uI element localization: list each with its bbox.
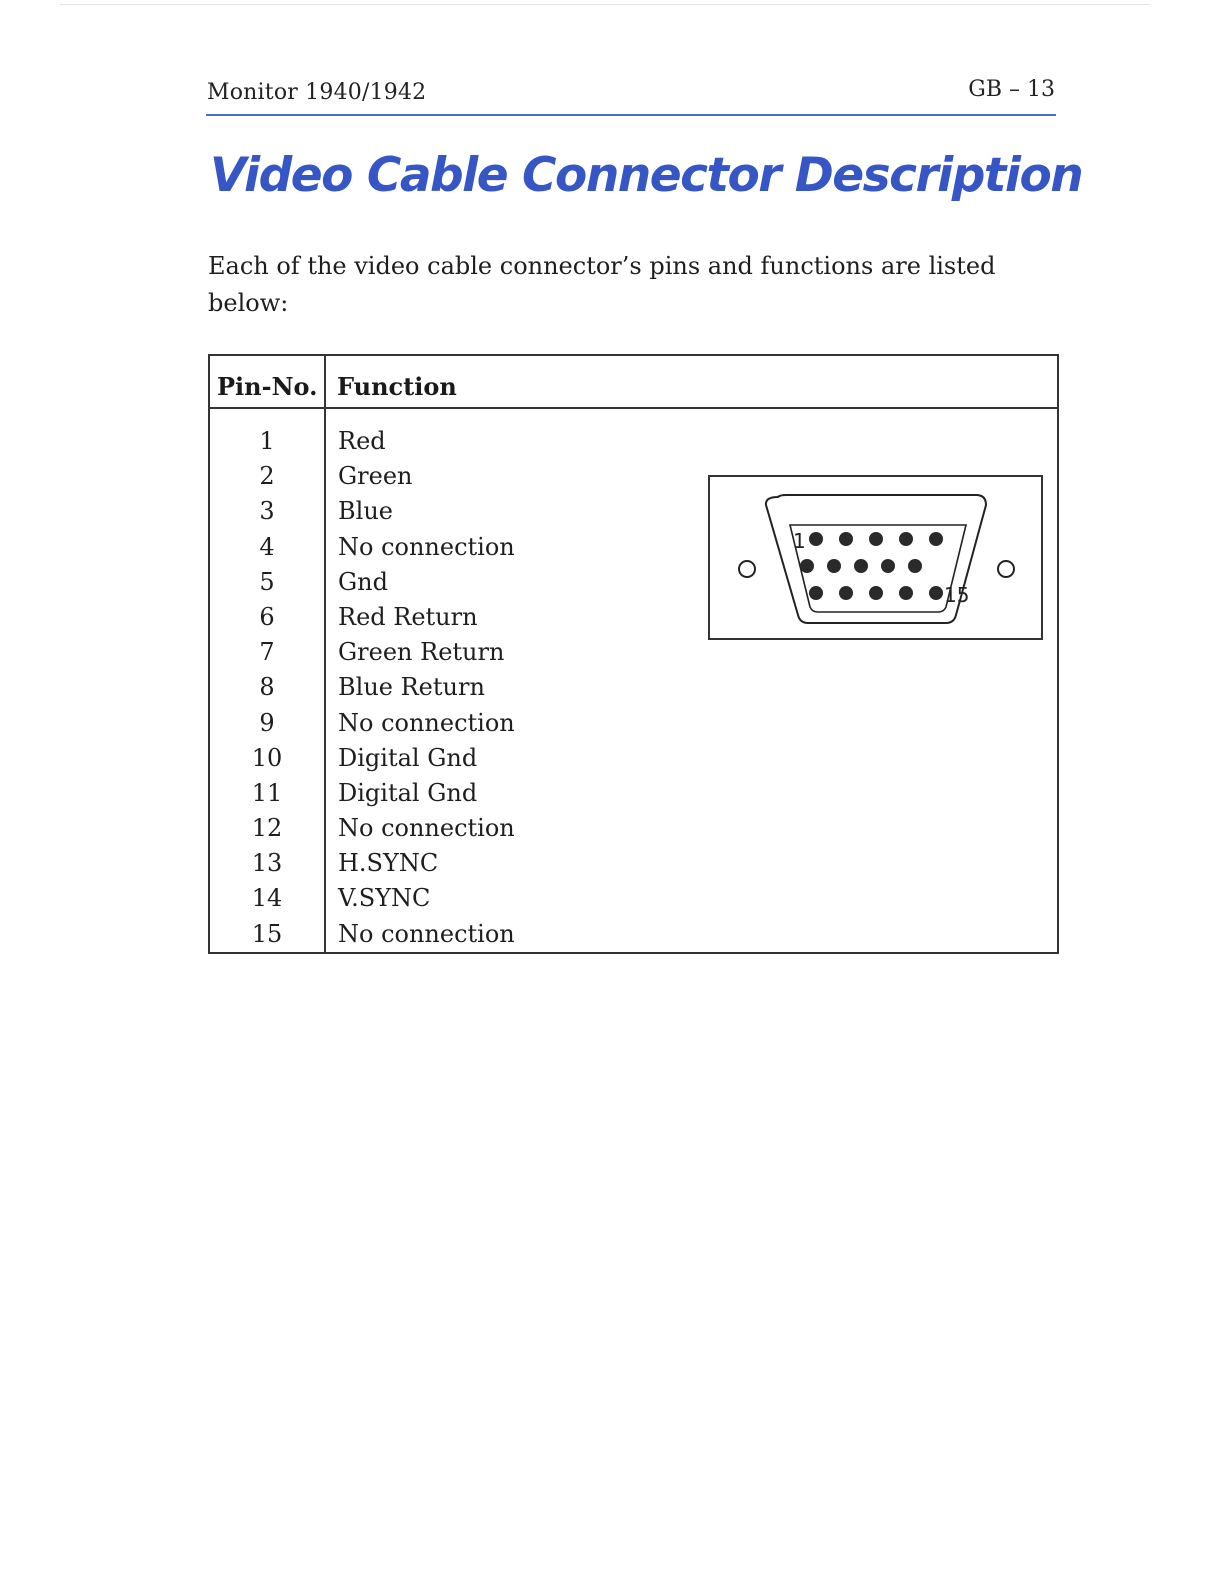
table-row xyxy=(210,741,1057,776)
connector-pin-14 xyxy=(899,586,913,600)
table-row xyxy=(210,846,1057,881)
intro-paragraph: Each of the video cable connector’s pins and functions are listed below: xyxy=(208,252,996,317)
header-rule xyxy=(206,114,1056,116)
table-row xyxy=(210,424,1057,459)
connector-pin-6 xyxy=(800,559,814,573)
pin-function: Digital Gnd xyxy=(338,743,478,772)
pin-function: H.SYNC xyxy=(338,849,439,878)
pin-number: 14 xyxy=(251,884,283,913)
pin-function: Gnd xyxy=(338,567,388,596)
table-row xyxy=(210,811,1057,846)
pin-table xyxy=(208,354,1059,954)
pin-number: 5 xyxy=(259,567,275,596)
column-header-pin-no: Pin-No. xyxy=(217,372,318,401)
table-row xyxy=(210,881,1057,916)
pin-number: 9 xyxy=(259,708,275,737)
pin-number: 4 xyxy=(259,532,275,561)
table-header-row xyxy=(210,356,1057,409)
page-top-edge xyxy=(60,4,1150,5)
page-number: GB – 13 xyxy=(968,77,1055,102)
connector-pin-15 xyxy=(929,586,943,600)
table-row xyxy=(210,635,1057,670)
pin-number: 8 xyxy=(259,673,275,702)
pin-function: Red xyxy=(338,427,386,455)
pin-label-first: 1 xyxy=(793,529,806,553)
pin-number: 12 xyxy=(251,814,283,843)
vga-connector-diagram xyxy=(708,475,1043,640)
running-header-title: Monitor 1940/1942 xyxy=(207,80,427,105)
column-header-function: Function xyxy=(337,372,457,401)
pin-number: 3 xyxy=(259,497,275,526)
pin-number: 15 xyxy=(251,919,283,948)
pin-label-last: 15 xyxy=(944,583,970,607)
connector-pin-9 xyxy=(881,559,895,573)
mounting-hole-right xyxy=(998,561,1014,577)
pin-function: Red Return xyxy=(338,602,478,631)
pin-function: Green Return xyxy=(338,638,505,667)
mounting-hole-left xyxy=(739,561,755,577)
table-row xyxy=(210,670,1057,705)
pin-number: 11 xyxy=(251,778,283,807)
connector-pin-8 xyxy=(854,559,868,573)
pin-function: Digital Gnd xyxy=(338,778,478,807)
pin-function: No connection xyxy=(338,919,515,948)
table-row xyxy=(210,776,1057,811)
diagram-frame xyxy=(709,476,1042,639)
pin-grid xyxy=(800,532,943,600)
pin-function: No connection xyxy=(338,708,515,737)
pin-function: Blue xyxy=(338,497,393,526)
connector-pin-3 xyxy=(869,532,883,546)
connector-pin-12 xyxy=(839,586,853,600)
pin-function: No connection xyxy=(338,814,515,843)
table-row xyxy=(210,706,1057,741)
connector-pin-7 xyxy=(827,559,841,573)
pin-function: Green xyxy=(338,462,413,491)
pin-number: 1 xyxy=(259,427,275,455)
connector-pin-10 xyxy=(908,559,922,573)
connector-pin-11 xyxy=(809,586,823,600)
pin-number: 13 xyxy=(251,849,283,878)
table-row xyxy=(210,917,1057,952)
pin-number: 2 xyxy=(259,462,275,491)
connector-pin-5 xyxy=(929,532,943,546)
pin-function: V.SYNC xyxy=(338,884,431,913)
connector-pin-13 xyxy=(869,586,883,600)
pin-function: No connection xyxy=(338,532,515,561)
pin-number: 7 xyxy=(259,638,275,667)
connector-pin-1 xyxy=(809,532,823,546)
pin-number: 10 xyxy=(251,743,283,772)
connector-pin-4 xyxy=(899,532,913,546)
section-title: Video Cable Connector Description xyxy=(210,148,1083,203)
connector-pin-2 xyxy=(839,532,853,546)
pin-number: 6 xyxy=(259,602,275,631)
pin-function: Blue Return xyxy=(338,673,485,702)
